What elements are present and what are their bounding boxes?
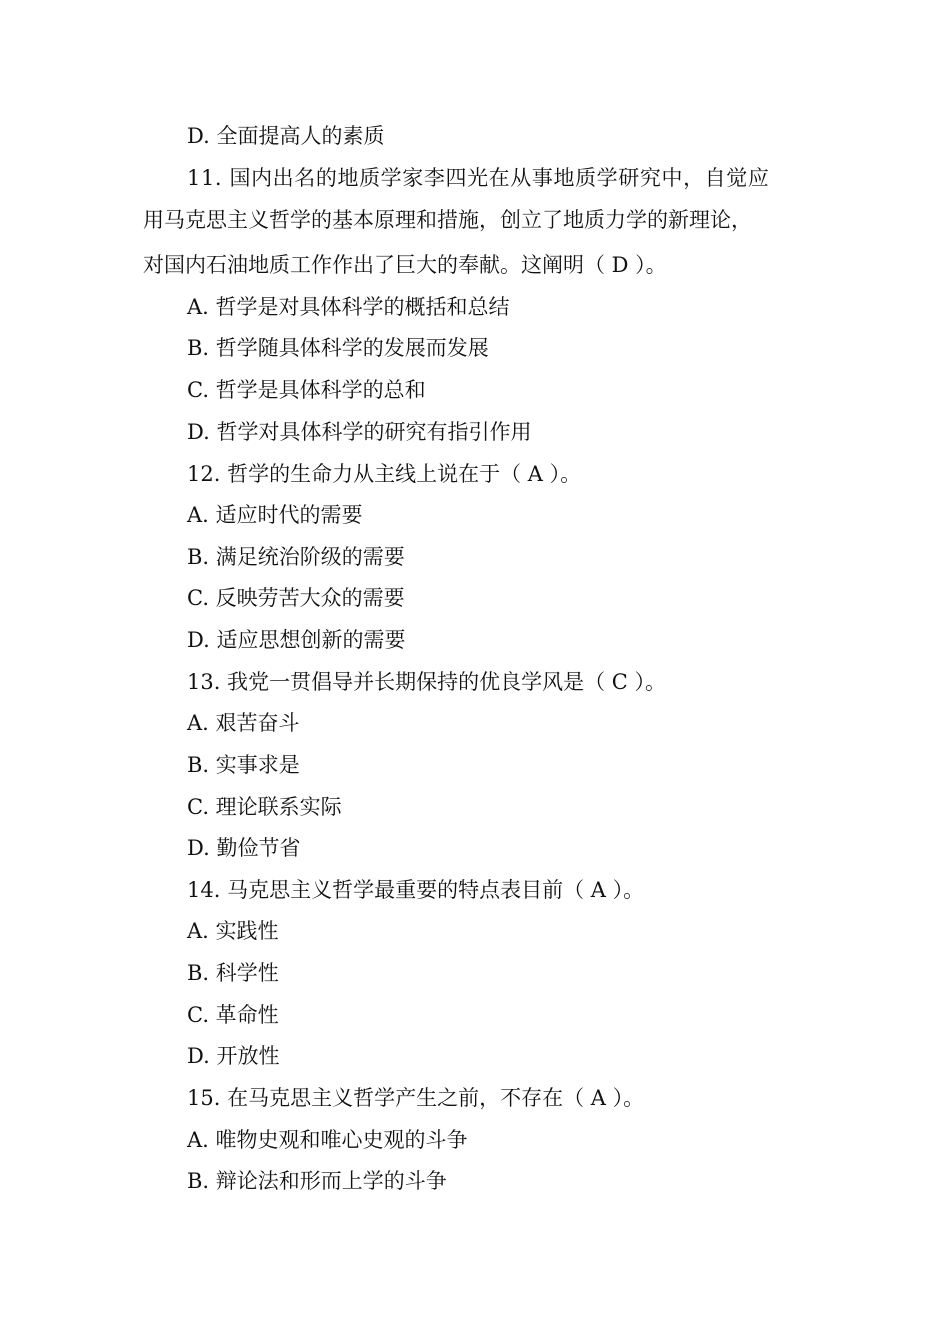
question-13: 13. 我党一贯倡导并长期保持的优良学风是（ C ）。 (187, 670, 666, 694)
option-d-q11: D. 哲学对具体科学的研究有指引作用 (187, 420, 532, 444)
option-b-q13: B. 实事求是 (187, 753, 300, 777)
option-b-q14: B. 科学性 (187, 961, 279, 985)
option-a-q11: A. 哲学是对具体科学的概括和总结 (187, 295, 510, 319)
option-d-q14: D. 开放性 (187, 1044, 280, 1068)
option-b-q11: B. 哲学随具体科学的发展而发展 (187, 336, 489, 360)
option-b-q12: B. 满足统治阶级的需要 (187, 545, 405, 569)
option-a-q13: A. 艰苦奋斗 (187, 711, 300, 735)
option-d-q13: D. 勤俭节省 (187, 836, 301, 860)
option-d-q12: D. 适应思想创新的需要 (187, 628, 406, 652)
option-a-q14: A. 实践性 (187, 919, 279, 943)
option-a-q12: A. 适应时代的需要 (187, 503, 363, 527)
question-11-line-3: 对国内石油地质工作作出了巨大的奉献。这阐明（ D ）。 (143, 253, 667, 277)
option-d-q10: D. 全面提高人的素质 (187, 124, 385, 148)
option-c-q12: C. 反映劳苦大众的需要 (187, 586, 405, 610)
question-14: 14. 马克思主义哲学最重要的特点表目前（ A ）。 (187, 878, 645, 902)
option-c-q11: C. 哲学是具体科学的总和 (187, 378, 426, 402)
option-c-q14: C. 革命性 (187, 1003, 279, 1027)
option-b-q15: B. 辩论法和形而上学的斗争 (187, 1169, 447, 1193)
question-12: 12. 哲学的生命力从主线上说在于（ A ）。 (187, 462, 582, 486)
question-11-line-2: 用马克思主义哲学的基本原理和措施，创立了地质力学的新理论， (143, 208, 752, 232)
question-11-line-1: 11. 国内出名的地质学家李四光在从事地质学研究中，自觉应 (187, 166, 770, 190)
option-c-q13: C. 理论联系实际 (187, 795, 342, 819)
option-a-q15: A. 唯物史观和唯心史观的斗争 (187, 1128, 468, 1152)
question-15: 15. 在马克思主义哲学产生之前，不存在（ A ）。 (187, 1086, 645, 1110)
